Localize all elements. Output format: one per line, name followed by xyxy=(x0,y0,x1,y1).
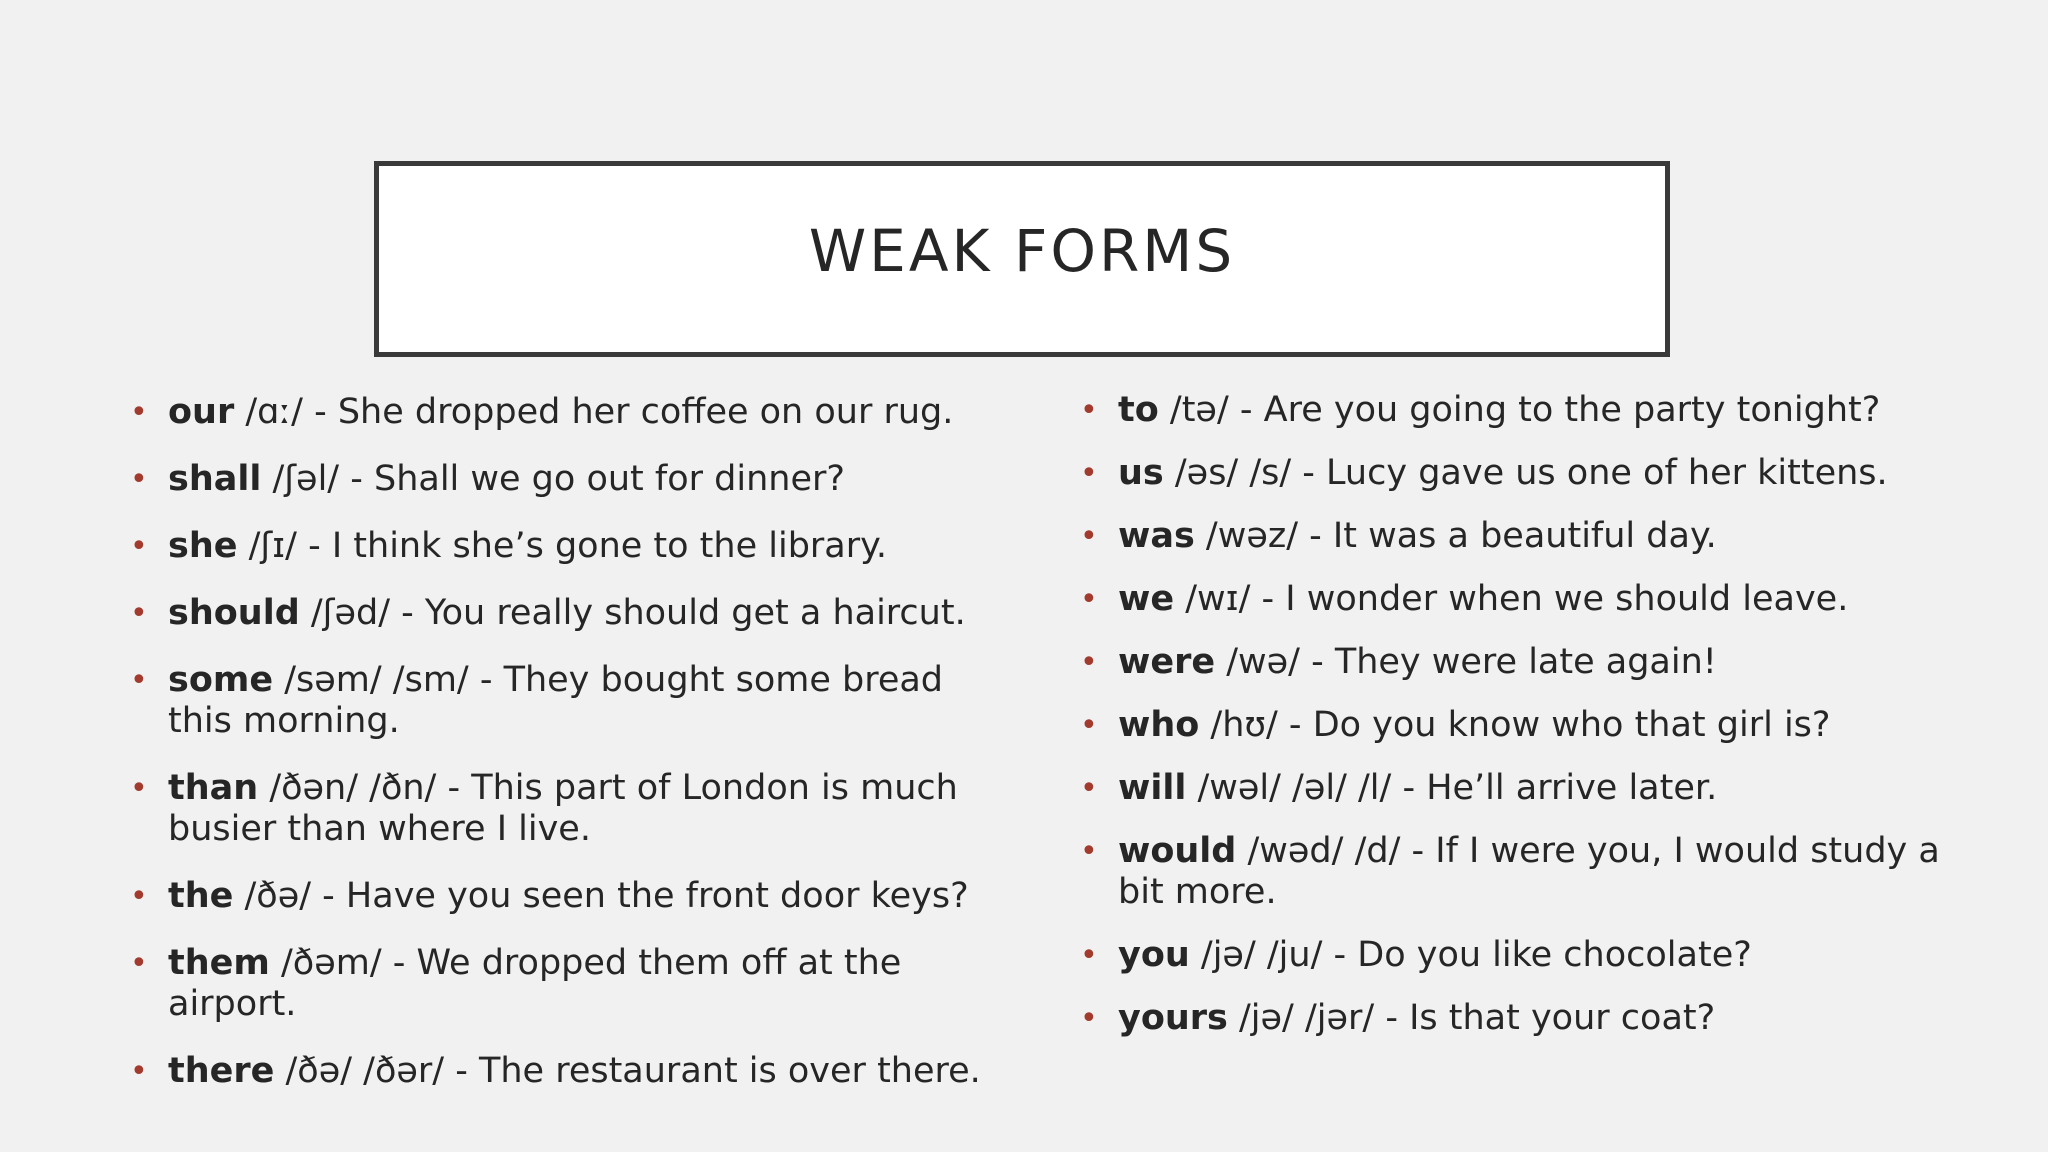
item-text: /əs/ /s/ - Lucy gave us one of her kittens. xyxy=(1163,453,1888,493)
bullet-icon: • xyxy=(130,771,148,806)
item-word: shall xyxy=(168,459,262,499)
item-text: /wəd/ /d/ - If I were you, I would study a bit more. xyxy=(1118,831,1940,912)
bullet-icon: • xyxy=(130,395,148,430)
item-word: would xyxy=(1118,831,1237,871)
item-word: should xyxy=(168,593,300,633)
item-text: /səm/ /sm/ - They bought some bread this morning. xyxy=(168,660,944,741)
right-column-list xyxy=(1080,390,1980,1061)
item-word: us xyxy=(1118,453,1164,493)
item-word: the xyxy=(168,876,234,916)
slide-title: WEAK FORMS xyxy=(808,217,1236,285)
bullet-icon: • xyxy=(1080,1001,1098,1036)
item-word: who xyxy=(1118,705,1200,745)
bullet-icon: • xyxy=(1080,771,1098,806)
list-item xyxy=(130,593,990,634)
list-item xyxy=(1080,831,1980,913)
bullet-icon: • xyxy=(1080,938,1098,973)
bullet-icon: • xyxy=(1080,519,1098,554)
item-word: our xyxy=(168,392,235,432)
bullet-icon: • xyxy=(130,663,148,698)
list-item xyxy=(130,459,990,500)
list-item xyxy=(130,1051,990,1092)
list-item xyxy=(130,526,990,567)
bullet-icon: • xyxy=(1080,393,1098,428)
item-word: you xyxy=(1118,935,1190,975)
list-item xyxy=(1080,453,1980,494)
item-word: there xyxy=(168,1051,275,1091)
item-text: /wəz/ - It was a beautiful day. xyxy=(1194,516,1717,556)
bullet-icon: • xyxy=(1080,708,1098,743)
item-text: /ʃəd/ - You really should get a haircut. xyxy=(299,593,966,633)
item-word: was xyxy=(1118,516,1195,556)
list-item xyxy=(130,392,990,433)
item-word: will xyxy=(1118,768,1187,808)
item-text: /ðə/ /ðər/ - The restaurant is over there. xyxy=(274,1051,981,1091)
list-item xyxy=(1080,998,1980,1039)
item-text: /ðən/ /ðn/ - This part of London is much busier than where I live. xyxy=(168,768,958,849)
list-item xyxy=(130,768,990,850)
item-text: /ðəm/ - We dropped them off at the airport. xyxy=(168,943,902,1024)
list-item xyxy=(1080,390,1980,431)
item-text: /hʊ/ - Do you know who that girl is? xyxy=(1199,705,1831,745)
item-word: yours xyxy=(1118,998,1228,1038)
bullet-icon: • xyxy=(1080,645,1098,680)
list-item xyxy=(1080,705,1980,746)
title-box xyxy=(374,161,1670,357)
bullet-icon: • xyxy=(1080,456,1098,491)
item-text: /tə/ - Are you going to the party tonight? xyxy=(1158,390,1881,430)
bullet-icon: • xyxy=(130,879,148,914)
bullet-icon: • xyxy=(130,462,148,497)
bullet-icon: • xyxy=(130,596,148,631)
list-item xyxy=(130,943,990,1025)
bullet-icon: • xyxy=(1080,834,1098,869)
item-word: than xyxy=(168,768,259,808)
list-item xyxy=(130,876,990,917)
item-word: them xyxy=(168,943,270,983)
item-word: we xyxy=(1118,579,1175,619)
bullet-icon: • xyxy=(130,946,148,981)
item-word: she xyxy=(168,526,238,566)
item-text: /wəl/ /əl/ /l/ - He’ll arrive later. xyxy=(1186,768,1718,808)
item-text: /jə/ /jər/ - Is that your coat? xyxy=(1227,998,1716,1038)
item-text: /ʃɪ/ - I think she’s gone to the library. xyxy=(237,526,887,566)
item-word: were xyxy=(1118,642,1216,682)
bullet-icon: • xyxy=(130,529,148,564)
left-column-list xyxy=(130,392,990,1118)
item-text: /wɪ/ - I wonder when we should leave. xyxy=(1174,579,1849,619)
item-word: some xyxy=(168,660,274,700)
item-text: /ɑː/ - She dropped her coffee on our rug. xyxy=(234,392,954,432)
list-item xyxy=(1080,935,1980,976)
list-item xyxy=(1080,768,1980,809)
item-word: to xyxy=(1118,390,1159,430)
item-text: /jə/ /ju/ - Do you like chocolate? xyxy=(1189,935,1752,975)
bullet-icon: • xyxy=(1080,582,1098,617)
item-text: /ðə/ - Have you seen the front door keys? xyxy=(233,876,969,916)
list-item xyxy=(1080,579,1980,620)
list-item xyxy=(1080,642,1980,683)
item-text: /ʃəl/ - Shall we go out for dinner? xyxy=(261,459,845,499)
item-text: /wə/ - They were late again! xyxy=(1215,642,1717,682)
list-item xyxy=(1080,516,1980,557)
bullet-icon: • xyxy=(130,1054,148,1089)
list-item xyxy=(130,660,990,742)
